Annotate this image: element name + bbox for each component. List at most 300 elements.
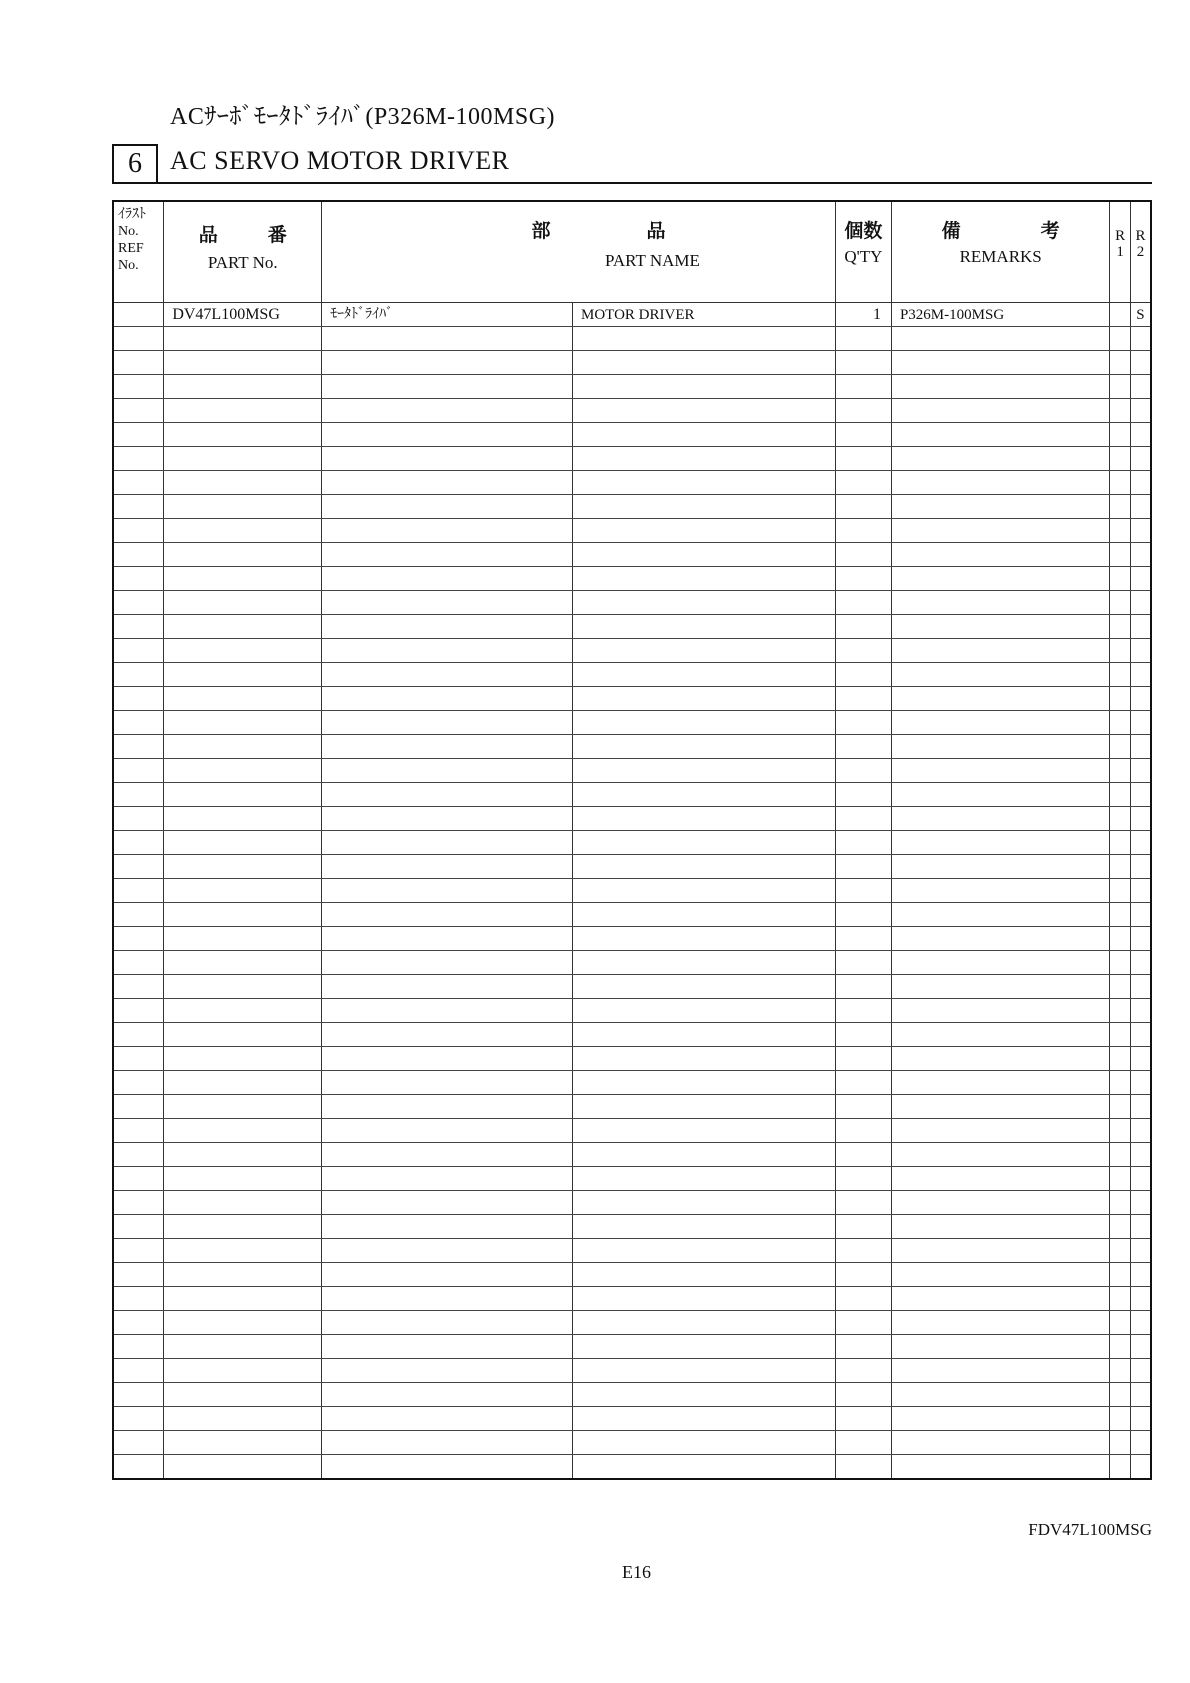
cell-remarks: P326M-100MSG [891,303,1109,327]
empty-cell [573,1359,836,1383]
empty-cell [891,399,1109,423]
empty-cell [113,447,164,471]
empty-cell [1110,783,1131,807]
empty-cell [164,591,322,615]
table-row-empty [113,999,1151,1023]
empty-cell [322,447,573,471]
empty-cell [1110,1047,1131,1071]
empty-cell [891,543,1109,567]
empty-cell [891,1095,1109,1119]
table-row-empty [113,711,1151,735]
empty-cell [573,1335,836,1359]
empty-cell [113,879,164,903]
empty-cell [322,375,573,399]
table-row-empty [113,831,1151,855]
empty-cell [891,759,1109,783]
empty-cell [891,1191,1109,1215]
empty-cell [113,855,164,879]
empty-cell [322,1431,573,1455]
empty-cell [1130,1239,1151,1263]
empty-cell [835,567,891,591]
empty-cell [891,711,1109,735]
empty-cell [1110,327,1131,351]
empty-cell [573,975,836,999]
empty-cell [1130,1311,1151,1335]
empty-cell [1130,495,1151,519]
empty-cell [113,711,164,735]
empty-cell [322,1215,573,1239]
empty-cell [1130,927,1151,951]
empty-cell [1130,999,1151,1023]
empty-cell [891,1359,1109,1383]
empty-cell [113,615,164,639]
empty-cell [322,1359,573,1383]
empty-cell [113,423,164,447]
header-part-name-jp-1: 部 [531,221,551,242]
empty-cell [322,1407,573,1431]
empty-cell [1110,1431,1131,1455]
empty-cell [1130,1215,1151,1239]
empty-cell [1130,831,1151,855]
empty-cell [164,1095,322,1119]
empty-cell [113,807,164,831]
empty-cell [891,1167,1109,1191]
empty-cell [164,927,322,951]
table-row-empty [113,1047,1151,1071]
empty-cell [322,399,573,423]
empty-cell [1110,1407,1131,1431]
table-row-empty [113,519,1151,543]
empty-cell [573,783,836,807]
cell-name-en: MOTOR DRIVER [573,303,836,327]
table-header-row [113,201,1151,303]
header-ref-no-label: No. [118,224,139,239]
header-part-name [322,201,836,303]
empty-cell [1130,471,1151,495]
empty-cell [1130,1431,1151,1455]
empty-cell [1110,1191,1131,1215]
empty-cell [891,1311,1109,1335]
empty-cell [164,495,322,519]
parts-list-table [112,200,1152,1480]
empty-cell [1130,951,1151,975]
empty-cell [113,1167,164,1191]
empty-cell [1130,639,1151,663]
empty-cell [835,927,891,951]
empty-cell [891,639,1109,663]
empty-cell [835,1431,891,1455]
empty-cell [891,567,1109,591]
table-row-empty [113,1311,1151,1335]
empty-cell [113,1359,164,1383]
empty-cell [573,711,836,735]
empty-cell [891,807,1109,831]
empty-cell [1130,351,1151,375]
empty-cell [1110,1455,1131,1480]
empty-cell [573,1215,836,1239]
empty-cell [835,1167,891,1191]
table-row-empty [113,423,1151,447]
table-row-empty [113,903,1151,927]
empty-cell [164,879,322,903]
empty-cell [891,327,1109,351]
empty-cell [1110,999,1131,1023]
empty-cell [322,807,573,831]
empty-cell [113,1407,164,1431]
empty-cell [1130,1047,1151,1071]
empty-cell [322,759,573,783]
table-row-empty [113,327,1151,351]
empty-cell [113,999,164,1023]
empty-cell [573,879,836,903]
empty-cell [322,1239,573,1263]
empty-cell [835,1311,891,1335]
empty-cell [573,1455,836,1480]
empty-cell [891,879,1109,903]
empty-cell [164,711,322,735]
empty-cell [164,447,322,471]
empty-cell [1110,951,1131,975]
empty-cell [322,471,573,495]
empty-cell [113,351,164,375]
table-row-empty [113,807,1151,831]
empty-cell [1130,399,1151,423]
empty-cell [322,783,573,807]
table-row-empty [113,495,1151,519]
cell-r2: S [1130,303,1151,327]
table-row-empty [113,1383,1151,1407]
table-row-empty [113,1431,1151,1455]
empty-cell [891,687,1109,711]
empty-cell [322,567,573,591]
empty-cell [1130,1383,1151,1407]
empty-cell [1130,1167,1151,1191]
empty-cell [322,1047,573,1071]
empty-cell [322,1383,573,1407]
empty-cell [891,471,1109,495]
empty-cell [322,1311,573,1335]
empty-cell [113,735,164,759]
empty-cell [573,327,836,351]
cell-r1 [1110,303,1131,327]
empty-cell [164,663,322,687]
empty-cell [113,375,164,399]
empty-cell [113,1287,164,1311]
empty-cell [322,999,573,1023]
empty-cell [1130,1335,1151,1359]
empty-cell [113,519,164,543]
empty-cell [573,927,836,951]
table-row-empty [113,1239,1151,1263]
empty-cell [164,1215,322,1239]
table-row-empty [113,735,1151,759]
empty-cell [113,1071,164,1095]
empty-cell [573,855,836,879]
table-row-empty [113,1167,1151,1191]
empty-cell [113,1143,164,1167]
section-number-box: 6 [112,144,158,184]
empty-cell [835,903,891,927]
empty-cell [835,1119,891,1143]
header-remarks-en: REMARKS [959,247,1042,266]
empty-cell [891,1335,1109,1359]
empty-cell [573,807,836,831]
header-r1-bottom: 1 [1116,244,1124,260]
table-row-empty [113,1023,1151,1047]
empty-cell [322,975,573,999]
empty-cell [835,639,891,663]
empty-cell [891,351,1109,375]
empty-cell [835,375,891,399]
title-english: AC SERVO MOTOR DRIVER [170,146,510,175]
empty-cell [1130,1191,1151,1215]
empty-cell [322,615,573,639]
title-japanese: ACｻｰﾎﾞﾓｰﾀﾄﾞﾗｲﾊﾞ(P326M-100MSG) [170,104,556,130]
empty-cell [573,687,836,711]
empty-cell [573,1191,836,1215]
header-r2 [1130,201,1151,303]
empty-cell [573,1263,836,1287]
empty-cell [891,1431,1109,1455]
cell-part-no: DV47L100MSG [164,303,322,327]
empty-cell [164,1311,322,1335]
header-part-no-jp-1: 品 [198,225,218,246]
empty-cell [835,879,891,903]
empty-cell [164,1407,322,1431]
header-ref-en: REF [118,241,144,256]
empty-cell [1130,759,1151,783]
empty-cell [1110,975,1131,999]
empty-cell [1110,1311,1131,1335]
empty-cell [164,1287,322,1311]
empty-cell [1130,375,1151,399]
header-part-no-en: PART No. [207,253,278,272]
table-row-empty [113,1455,1151,1480]
empty-cell [891,1119,1109,1143]
empty-cell [1130,1455,1151,1480]
empty-cell [835,591,891,615]
empty-cell [891,423,1109,447]
table-row [113,303,1151,327]
empty-cell [835,1359,891,1383]
empty-cell [164,615,322,639]
empty-cell [573,543,836,567]
empty-cell [164,519,322,543]
empty-cell [835,1239,891,1263]
empty-cell [164,831,322,855]
empty-cell [891,1047,1109,1071]
empty-cell [1110,495,1131,519]
table-row-empty [113,1191,1151,1215]
empty-cell [891,1455,1109,1480]
empty-cell [835,663,891,687]
empty-cell [1110,543,1131,567]
empty-cell [835,783,891,807]
empty-cell [322,1455,573,1480]
empty-cell [573,903,836,927]
header-part-no [164,201,322,303]
empty-cell [891,975,1109,999]
empty-cell [835,1455,891,1480]
empty-cell [164,1335,322,1359]
empty-cell [1110,1287,1131,1311]
empty-cell [1130,783,1151,807]
table-row-empty [113,1095,1151,1119]
empty-cell [322,327,573,351]
empty-cell [322,351,573,375]
empty-cell [1130,591,1151,615]
empty-cell [891,999,1109,1023]
empty-cell [322,1071,573,1095]
empty-cell [113,1191,164,1215]
empty-cell [1130,879,1151,903]
table-row-empty [113,639,1151,663]
table-row-empty [113,759,1151,783]
empty-cell [1130,1143,1151,1167]
page-number: E16 [622,1562,651,1582]
empty-cell [835,831,891,855]
empty-cell [1110,855,1131,879]
header-ref-no-label-2: No. [118,258,139,273]
empty-cell [164,1047,322,1071]
empty-cell [164,1191,322,1215]
table-row-empty [113,855,1151,879]
empty-cell [573,519,836,543]
empty-cell [891,615,1109,639]
empty-cell [835,999,891,1023]
table-row-empty [113,783,1151,807]
empty-cell [573,1167,836,1191]
empty-cell [113,471,164,495]
empty-cell [322,639,573,663]
empty-cell [1110,519,1131,543]
empty-cell [113,495,164,519]
empty-cell [164,999,322,1023]
empty-cell [113,1239,164,1263]
empty-cell [1110,711,1131,735]
table-row-empty [113,543,1151,567]
empty-cell [322,495,573,519]
empty-cell [322,1263,573,1287]
empty-cell [164,1023,322,1047]
empty-cell [1110,807,1131,831]
table-row-empty [113,399,1151,423]
empty-cell [891,591,1109,615]
table-row-empty [113,975,1151,999]
empty-cell [573,1311,836,1335]
header-r1 [1110,201,1131,303]
empty-cell [891,375,1109,399]
table-row-empty [113,1407,1151,1431]
empty-cell [113,1383,164,1407]
empty-cell [1110,471,1131,495]
empty-cell [113,639,164,663]
empty-cell [322,543,573,567]
empty-cell [1130,615,1151,639]
empty-cell [835,1143,891,1167]
empty-cell [1130,663,1151,687]
empty-cell [113,543,164,567]
empty-cell [891,1239,1109,1263]
empty-cell [113,831,164,855]
header-r2-top: R [1135,228,1146,244]
empty-cell [573,1431,836,1455]
empty-cell [1130,327,1151,351]
empty-cell [835,1335,891,1359]
empty-cell [835,711,891,735]
empty-cell [1110,831,1131,855]
empty-cell [891,1383,1109,1407]
empty-cell [164,1119,322,1143]
empty-cell [113,975,164,999]
empty-cell [1130,903,1151,927]
empty-cell [1110,1359,1131,1383]
empty-cell [113,1119,164,1143]
empty-cell [164,855,322,879]
document-code: FDV47L100MSG [1028,1520,1152,1539]
empty-cell [573,615,836,639]
empty-cell [573,1383,836,1407]
empty-cell [573,1095,836,1119]
empty-cell [322,903,573,927]
empty-cell [573,663,836,687]
empty-cell [1110,639,1131,663]
empty-cell [1130,447,1151,471]
empty-cell [322,735,573,759]
empty-cell [164,639,322,663]
empty-cell [113,927,164,951]
table-row-empty [113,375,1151,399]
empty-cell [1110,591,1131,615]
empty-cell [1110,687,1131,711]
header-part-name-en: PART NAME [605,251,700,270]
empty-cell [1110,1167,1131,1191]
empty-cell [573,399,836,423]
header-qty-en: Q'TY [844,247,883,266]
empty-cell [835,735,891,759]
empty-cell [322,687,573,711]
empty-cell [573,999,836,1023]
empty-cell [164,1383,322,1407]
table-row-empty [113,447,1151,471]
empty-cell [891,1023,1109,1047]
empty-cell [113,1311,164,1335]
empty-cell [1130,1095,1151,1119]
header-part-no-jp-2: 番 [267,225,287,246]
empty-cell [573,951,836,975]
empty-cell [1130,975,1151,999]
empty-cell [1110,1119,1131,1143]
empty-cell [573,1023,836,1047]
empty-cell [1110,1143,1131,1167]
empty-cell [164,903,322,927]
parts-list-body [113,303,1151,1480]
empty-cell [113,687,164,711]
empty-cell [113,1431,164,1455]
empty-cell [835,759,891,783]
empty-cell [573,831,836,855]
empty-cell [1130,855,1151,879]
empty-cell [164,951,322,975]
empty-cell [835,951,891,975]
empty-cell [573,1071,836,1095]
empty-cell [891,951,1109,975]
table-row-empty [113,879,1151,903]
empty-cell [322,927,573,951]
empty-cell [835,1095,891,1119]
empty-cell [113,1215,164,1239]
empty-cell [113,663,164,687]
